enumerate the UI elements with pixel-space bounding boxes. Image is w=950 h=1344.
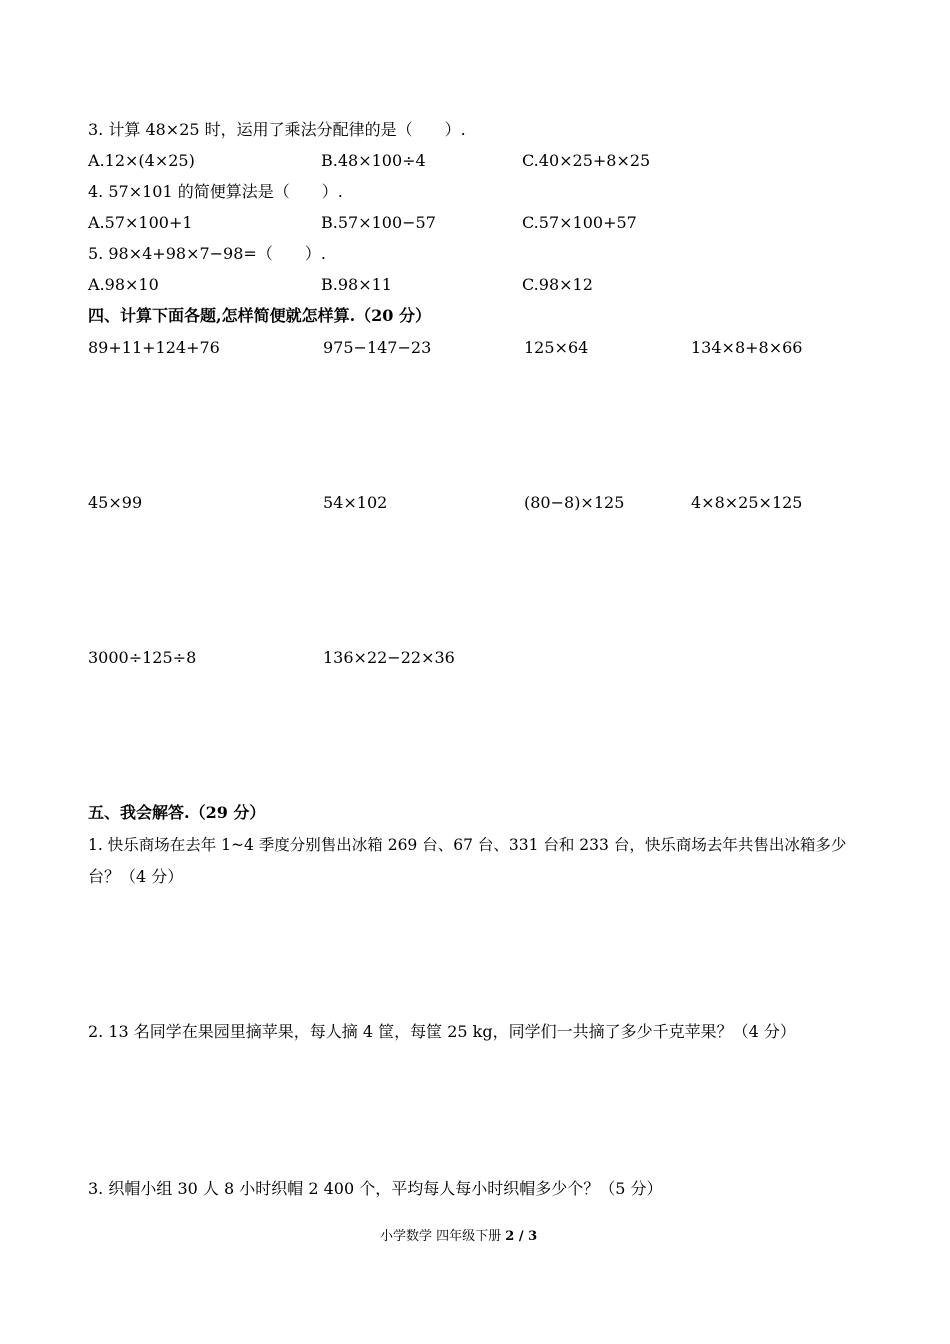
- problem-1-line-1: 1. 快乐商场在去年 1~4 季度分别售出冰箱 269 台、67 台、331 台和 233 台，快乐商场去年共售出冰箱多少: [88, 836, 847, 854]
- calc-item: 125×64: [524, 338, 589, 357]
- section-5-heading: 五、我会解答.（29 分）: [88, 803, 266, 822]
- q3-option-b: B.48×100÷4: [321, 151, 426, 170]
- q4-option-c: C.57×100+57: [522, 213, 637, 232]
- page-footer: [380, 1226, 537, 1248]
- calc-item: 89+11+124+76: [88, 338, 220, 357]
- problem-2: 2. 13 名同学在果园里摘苹果，每人摘 4 筐，每筐 25 kg，同学们一共摘了多少千克苹果？（4 分）: [88, 1022, 796, 1041]
- q5-option-c: C.98×12: [522, 275, 593, 294]
- question-4: 4. 57×101 的简便算法是（ ）.: [88, 182, 343, 201]
- calc-item: 134×8+8×66: [691, 338, 803, 357]
- calc-item: 4×8×25×125: [691, 493, 803, 512]
- problem-1-line-2: 台？（4 分）: [88, 867, 184, 886]
- footer-subject: 小学数学 四年级下册: [380, 1229, 502, 1244]
- question-3: 3. 计算 48×25 时，运用了乘法分配律的是（ ）.: [88, 120, 466, 139]
- q5-option-a: A.98×10: [88, 275, 159, 294]
- q5-option-b: B.98×11: [321, 275, 392, 294]
- calc-item: 54×102: [323, 493, 388, 512]
- question-5: 5. 98×4+98×7−98=（ ）.: [88, 244, 326, 263]
- q3-option-c: C.40×25+8×25: [522, 151, 651, 170]
- calc-item: 136×22−22×36: [323, 648, 455, 667]
- calc-item: (80−8)×125: [524, 493, 625, 512]
- q4-option-a: A.57×100+1: [88, 213, 193, 232]
- q4-option-b: B.57×100−57: [321, 213, 436, 232]
- q3-option-a: A.12×(4×25): [88, 151, 195, 170]
- section-4-heading: 四、计算下面各题,怎样简便就怎样算.（20 分）: [88, 306, 431, 325]
- page-number: 2 / 3: [505, 1229, 538, 1244]
- calc-item: 3000÷125÷8: [88, 648, 197, 667]
- problem-3: 3. 织帽小组 30 人 8 小时织帽 2 400 个，平均每人每小时织帽多少个？（5 分）: [88, 1179, 663, 1198]
- calc-item: 45×99: [88, 493, 143, 512]
- calc-item: 975−147−23: [323, 338, 432, 357]
